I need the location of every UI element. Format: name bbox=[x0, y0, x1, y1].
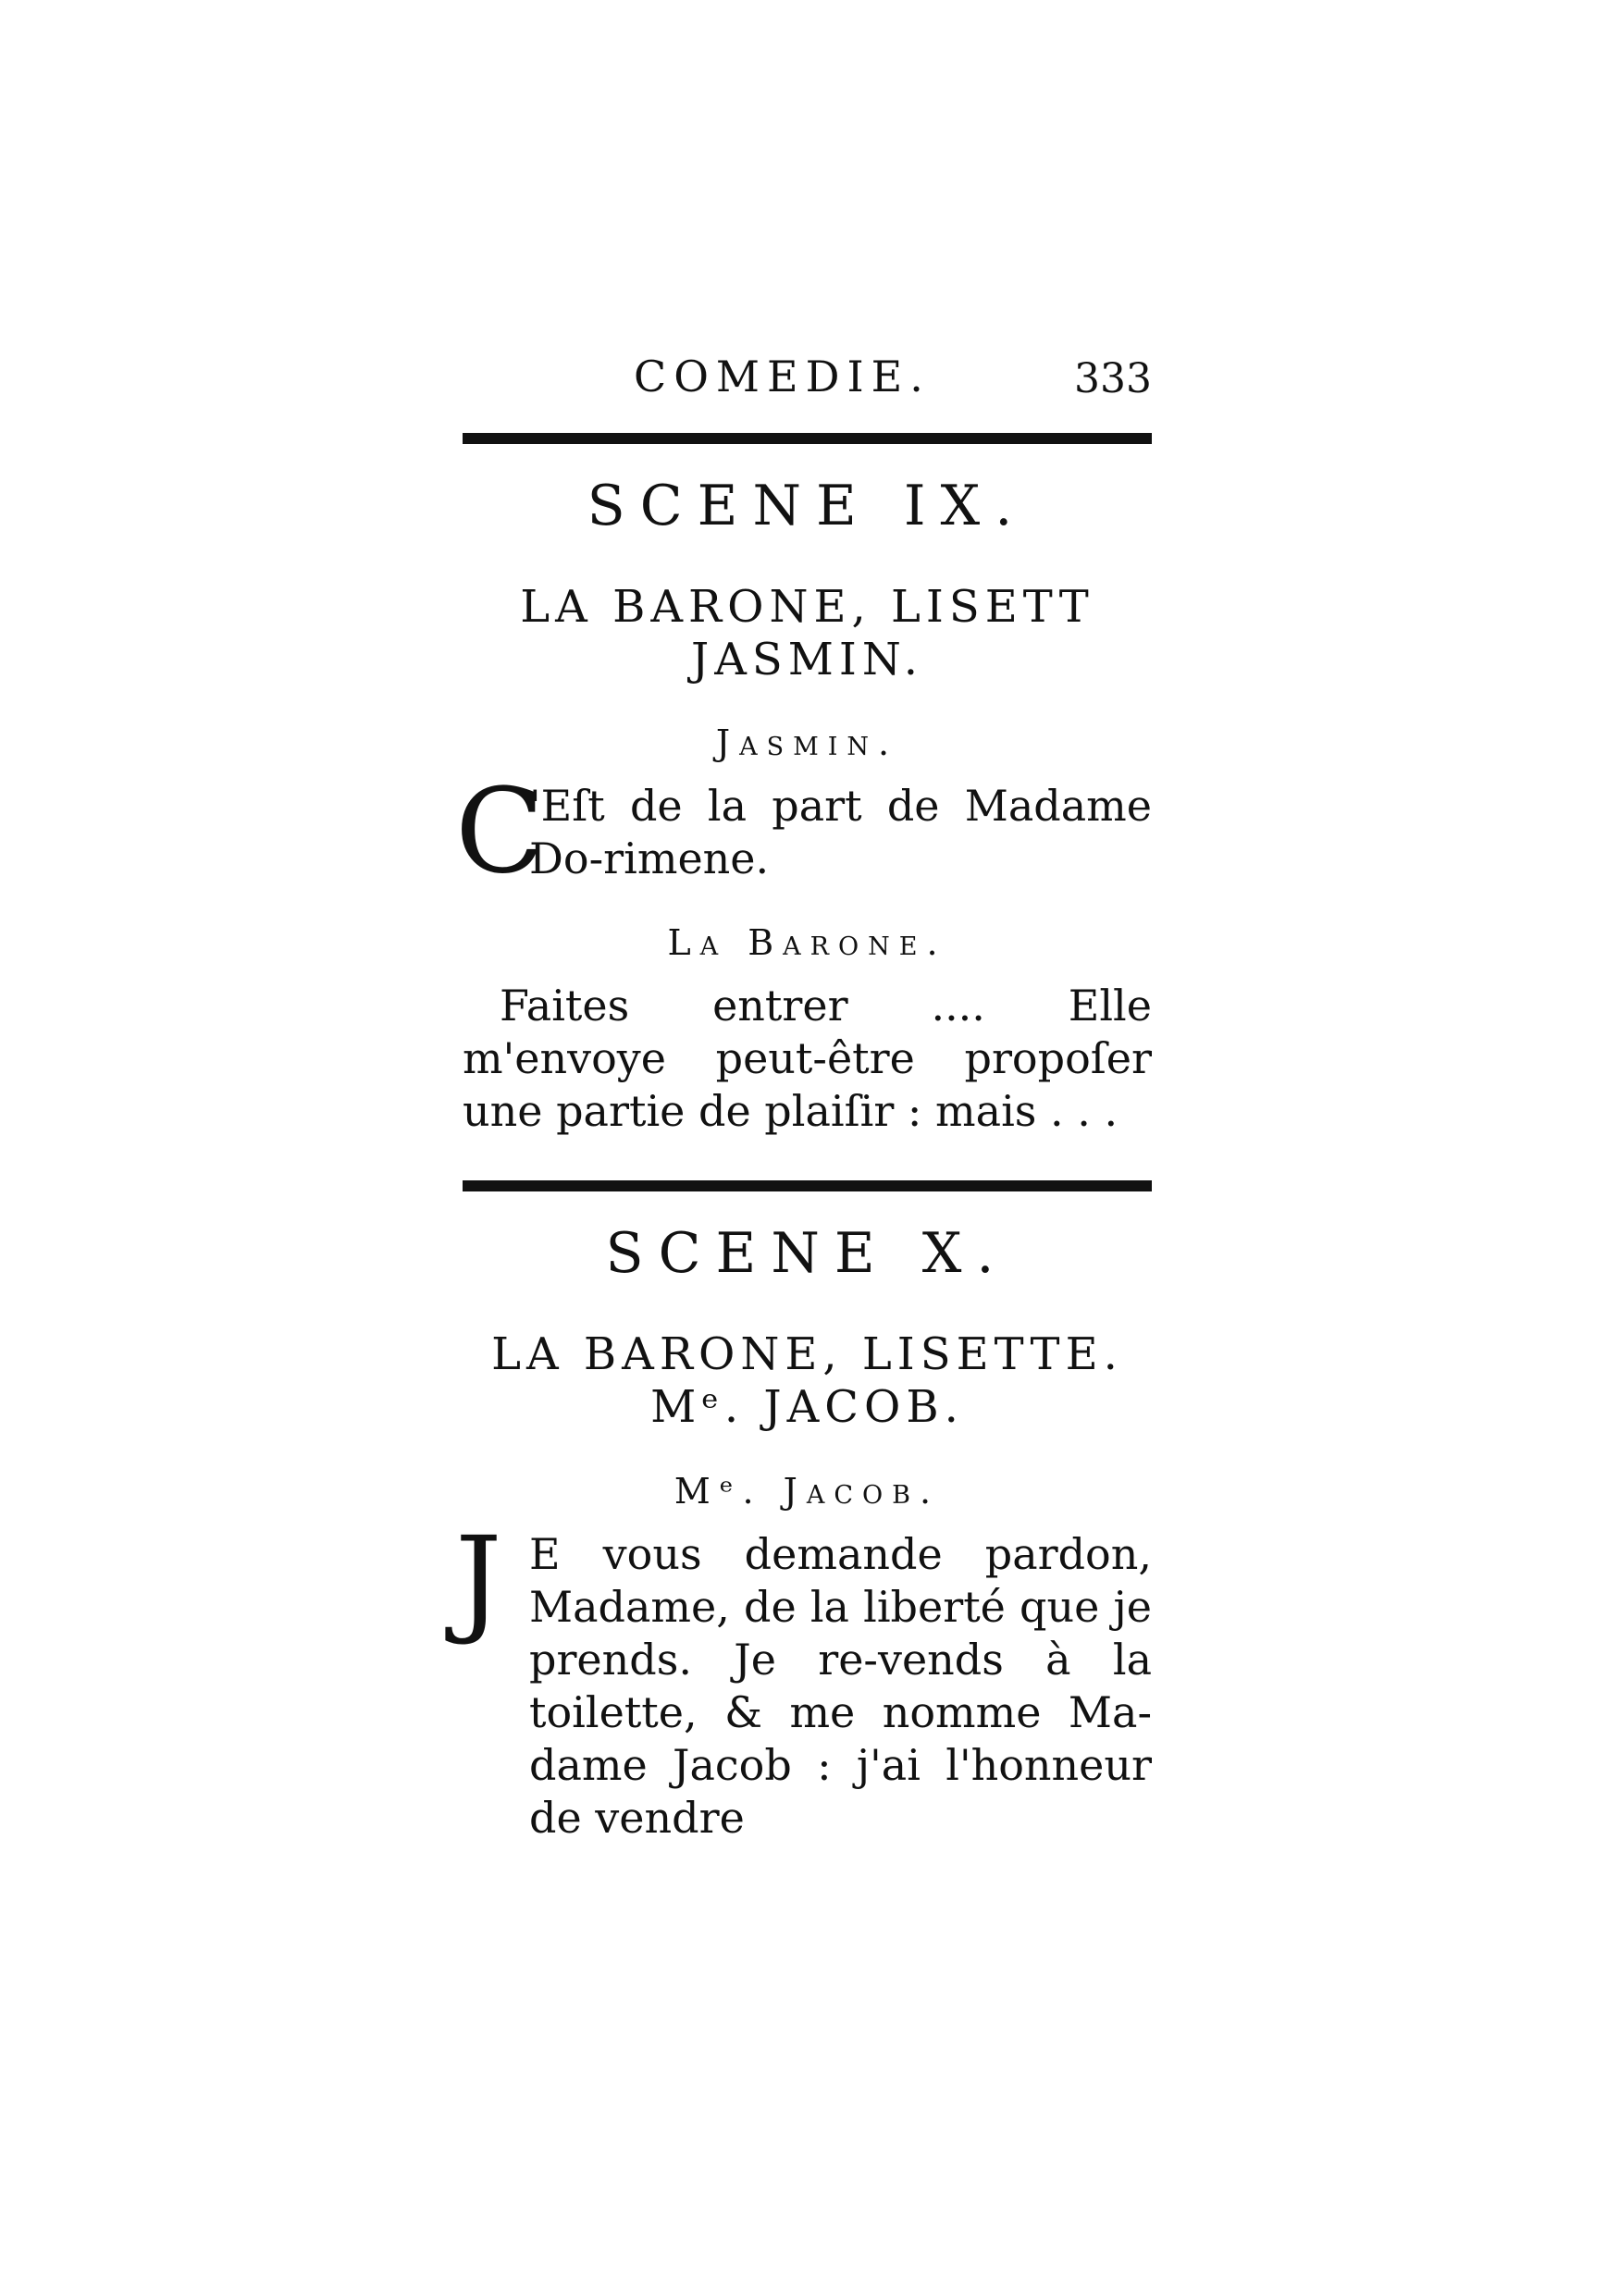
speech-text bbox=[455, 1511, 1152, 1845]
drop-cap: C bbox=[455, 763, 545, 900]
speaker-name: Mᵉ. Jacob. bbox=[674, 1470, 941, 1512]
scene-divider-rule bbox=[463, 1180, 1152, 1191]
speech-body: E vous demande pardon, Madame, de la liberté que je prends. Je re-vends à la toilette, & me nomme Ma-dame Jacob : j'ai l'honneur de vendre bbox=[529, 1528, 1152, 1843]
cast-list bbox=[463, 1328, 1152, 1433]
speaker-name: La Barone. bbox=[667, 922, 947, 964]
speech-text: Faites entrer .... Elle m'envoye peut-être propoſer une partie de plaiſir : mais . . . bbox=[463, 981, 1152, 1137]
book-page bbox=[455, 352, 1152, 1845]
cast-line: LA BARONE, LISETTE. bbox=[491, 1328, 1123, 1381]
speech-body: 'Eſt de la part de Madame Do-rimene. bbox=[529, 781, 1152, 884]
speaker-name: Jasmin. bbox=[715, 722, 899, 764]
scene-x bbox=[455, 1221, 1152, 1844]
cast-line: JASMIN. bbox=[690, 633, 924, 685]
scene-ix bbox=[455, 474, 1152, 1138]
scene-title: SCENE IX. bbox=[587, 474, 1028, 538]
page-number: 333 bbox=[1074, 355, 1152, 402]
cast-line: LA BARONE, LISETT bbox=[520, 581, 1094, 633]
scene-title: SCENE X. bbox=[605, 1221, 1009, 1287]
cast-line: Mᵉ. JACOB. bbox=[650, 1380, 964, 1433]
header-rule bbox=[463, 433, 1152, 444]
cast-list bbox=[463, 581, 1152, 685]
running-title: COMEDIE. bbox=[634, 352, 931, 401]
drop-cap: J bbox=[455, 1511, 502, 1648]
speech-text bbox=[455, 763, 1152, 900]
running-head bbox=[463, 352, 1152, 416]
